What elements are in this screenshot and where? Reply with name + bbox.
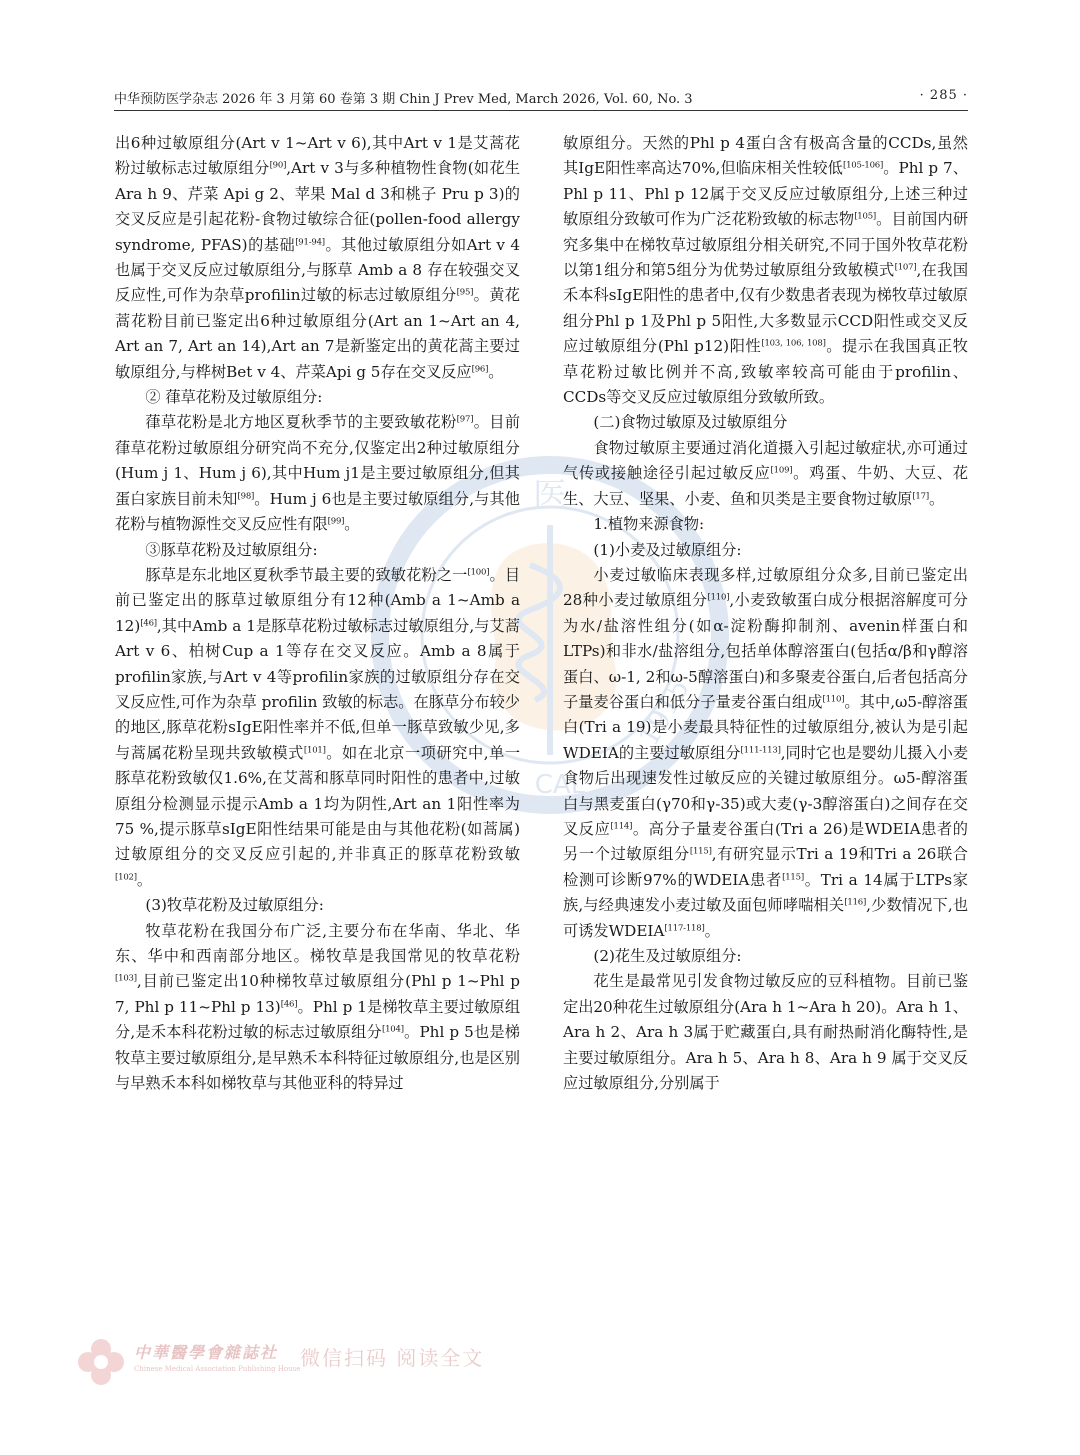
text-run: 。目前国内研究多集中在梯牧草过敏原组分相关研究,不同于国外牧草花粉以第1组分和第5组分为优势过敏原组分致敏模式 bbox=[563, 210, 969, 280]
section-heading bbox=[563, 410, 968, 435]
citation-ref: [105-106] bbox=[842, 160, 884, 171]
journal-citation: 中华预防医学杂志 2026 年 3 月第 60 卷第 3 期 Chin J Prev Med, March 2026, Vol. 60, No. 3 bbox=[114, 92, 693, 107]
seal-char: 医 bbox=[533, 476, 567, 516]
text-run: 。其中,ω5-醇溶蛋白(Tri a 19)是小麦最具特征性的过敏原组分,被认为是引起WDEIA的主要过敏原组分 bbox=[563, 692, 969, 762]
citation-ref: [111-113] bbox=[740, 745, 781, 756]
section-heading bbox=[563, 538, 968, 563]
text-run: 食物过敏原主要通过消化道摄入引起过敏症状,亦可通过气传或接触途径引起过敏反应 bbox=[563, 438, 968, 483]
text-run: (3)牧草花粉及过敏原组分: bbox=[145, 896, 324, 915]
text-run: 。目前葎草花粉过敏原组分研究尚不充分,仅鉴定出2种过敏原组分(Hum j 1、Hum j 6),其中Hum j1是主要过敏原组分,但其蛋白家族目前未知 bbox=[115, 413, 521, 508]
text-run: ,Art v 3与多种植物性食物(如花生 Ara h 9、芹菜 Api g 2、苹果 Mal d 3和桃子 Pru p 3)的交叉反应是引起花粉-食物过敏综合征(pollen-food allergy syndrome, PFAS)的基础 bbox=[115, 159, 521, 254]
text-run: ,目前已鉴定出10种梯牧草过敏原组分(Phl p 1~Phl p 7, Phl p 11~Phl p 13) bbox=[115, 972, 520, 1016]
running-header bbox=[114, 86, 968, 111]
publisher-watermark bbox=[134, 1340, 309, 1380]
citation-ref: [109] bbox=[770, 465, 793, 476]
citation-ref: [17] bbox=[912, 491, 929, 502]
text-run: (2)花生及过敏原组分: bbox=[593, 947, 742, 965]
left-column bbox=[115, 131, 520, 1096]
citation-ref: [98] bbox=[237, 491, 255, 502]
text-run: 。 bbox=[488, 362, 504, 381]
body-paragraph bbox=[115, 563, 520, 893]
citation-ref: [90] bbox=[269, 160, 287, 171]
text-run: 。Hum j 6也是主要过敏原组分,与其他花粉与植物源性交叉反应性有限 bbox=[115, 489, 520, 534]
body-paragraph bbox=[563, 969, 968, 1096]
text-run: 牧草花粉在我国分布广泛,主要分布在华南、华北、华东、华中和西南部分地区。梯牧草是我国常见的牧草花粉 bbox=[115, 921, 520, 965]
body-paragraph bbox=[563, 131, 968, 410]
text-run: (1)小麦及过敏原组分: bbox=[593, 540, 742, 559]
text-run: ,在我国禾本科sIgE阳性的患者中,仅有少数患者表现为梯牧草过敏原组分Phl p 1及Phl p 5阳性,大多数显示CCD阳性或交叉反应过敏原组分(Phl p12)阳性 bbox=[563, 261, 969, 356]
text-run: 。Phl p 1是梯牧草主要过敏原组分,是禾本科花粉过敏的标志过敏原组分 bbox=[115, 997, 521, 1042]
citation-ref: [115] bbox=[782, 872, 804, 883]
citation-ref: [115] bbox=[689, 846, 712, 857]
citation-ref: [110] bbox=[822, 694, 845, 705]
citation-ref: [99] bbox=[327, 516, 345, 527]
text-run: (二)食物过敏原及过敏原组分 bbox=[593, 413, 788, 432]
text-run: 。提示在我国真正牧草花粉过敏比例并不高,致敏率较高可能由于profilin、CCDs等交叉反应过敏原组分致敏所致。 bbox=[563, 337, 968, 407]
text-run: 。 bbox=[928, 489, 945, 508]
citation-ref: [114] bbox=[610, 821, 633, 832]
text-run: 。 bbox=[136, 870, 153, 889]
text-run: 。其他过敏原组分如Art v 4也属于交叉反应过敏原组分,与豚草 Amb a 8 存在较强交叉反应性,可作为杂草profilin过敏的标志过敏原组分 bbox=[115, 235, 520, 305]
body-paragraph bbox=[115, 131, 520, 385]
publisher-name-cn: 中華醫學會雜誌社 bbox=[134, 1343, 279, 1362]
text-run: 豚草是东北地区夏秋季节最主要的致敏花粉之一 bbox=[145, 565, 468, 584]
body-paragraph bbox=[115, 919, 520, 1097]
text-run: 出6种过敏原组分(Art v 1~Art v 6),其中Art v 1是艾蒿花粉过敏标志过敏原组分 bbox=[115, 134, 520, 178]
citation-ref: [104] bbox=[381, 1024, 404, 1035]
text-run: 。Phl p 5也是梯牧草主要过敏原组分,是早熟禾本科特征过敏原组分,也是区别与早熟禾本科如梯牧草与其他亚科的特异过 bbox=[115, 1023, 520, 1093]
citation-ref: [91-94] bbox=[295, 237, 325, 248]
citation-ref: [110] bbox=[707, 592, 730, 603]
right-column bbox=[563, 131, 968, 1096]
body-paragraph bbox=[115, 410, 520, 537]
citation-ref: [117-118] bbox=[664, 923, 705, 934]
section-heading bbox=[563, 512, 968, 537]
citation-ref: [96] bbox=[471, 364, 489, 375]
text-run: 。鸡蛋、牛奶、大豆、花生、大豆、坚果、小麦、鱼和贝类是主要食物过敏原 bbox=[563, 464, 969, 508]
text-run: ② 葎草花粉及过敏原组分: bbox=[145, 388, 323, 407]
text-run: 。Phl p 7、Phl p 11、Phl p 12属于交叉反应过敏原组分,上述三种过敏原组分致敏可作为广泛花粉致敏的标志物 bbox=[563, 159, 968, 229]
text-run: ,有研究显示Tri a 19和Tri a 26联合检测可诊断97%的WDEIA患者 bbox=[563, 845, 968, 889]
citation-ref: [95] bbox=[456, 287, 474, 298]
text-run: ,同时它也是婴幼儿摄入小麦食物后出现速发性过敏反应的关键过敏原组分。ω5-醇溶蛋白与黑麦蛋白(γ70和γ-35)或大麦(γ-3醇溶蛋白)之间存在交叉反应 bbox=[563, 743, 969, 838]
text-run: 。如在北京一项研究中,单一豚草花粉致敏仅1.6%,在艾蒿和豚草同时阳性的患者中,过敏原组分检测显示提示Amb a 1均为阴性,Art an 1阳性率为75 %,提示豚草sIgE阳性结果可能是由与其他花粉(如蒿属)过敏原组分的交叉反应引起的,并非真正的豚草花粉致敏 bbox=[115, 743, 521, 864]
text-run: 小麦过敏临床表现多样,过敏原组分众多,目前已鉴定出28种小麦过敏原组分 bbox=[563, 565, 968, 610]
citation-ref: [102] bbox=[115, 872, 137, 883]
seal-latin: CAL bbox=[534, 770, 586, 800]
text-run: 。目前已鉴定出的豚草过敏原组分有12种(Amb a 1~Amb a 12) bbox=[115, 565, 521, 635]
section-heading bbox=[115, 893, 520, 918]
text-run: 。黄花蒿花粉目前已鉴定出6种过敏原组分(Art an 1~Art an 4, Art an 7, Art an 14),Art an 7是新鉴定出的黄花蒿主要过敏原组分,与桦树Bet v 4、芹菜Api g 5存在交叉反应 bbox=[115, 286, 520, 381]
citation-ref: [105] bbox=[854, 211, 877, 222]
text-run: 。高分子量麦谷蛋白(Tri a 26)是WDEIA患者的另一个过敏原组分 bbox=[563, 819, 968, 864]
section-heading bbox=[563, 944, 968, 969]
section-heading bbox=[115, 385, 520, 410]
text-run: 。 bbox=[704, 921, 720, 940]
page-number: · 285 · bbox=[919, 88, 968, 103]
text-run: 敏原组分。天然的Phl p 4蛋白含有极高含量的CCDs,虽然其IgE阳性率高达70%,但临床相关性较低 bbox=[563, 134, 968, 178]
citation-ref: [46] bbox=[140, 618, 157, 629]
seal-year: 1915 bbox=[631, 673, 696, 752]
text-run: ,其中Amb a 1是豚草花粉过敏标志过敏原组分,与艾蒿Art v 6、柏树Cup a 1等存在交叉反应。Amb a 8属于profilin家族,与Art v 4等profilin家族的过敏原组分存在交叉反应性,可作为杂草 profilin 致敏的标志。在豚草分布较少的地区,豚草花粉sIgE阳性率并不低,但单一豚草致敏少见,多与蒿属花粉呈现共致敏模式 bbox=[115, 616, 520, 762]
publisher-flower-logo bbox=[74, 1335, 128, 1389]
text-run: 花生是最常见引发食物过敏反应的豆科植物。目前已鉴定出20种花生过敏原组分(Ara h 1~Ara h 20)。Ara h 1、Ara h 2、Ara h 3属于贮藏蛋白,具有耐热耐消化酶特性,是主要过敏原组分。Ara h 5、Ara h 8、Ara h 9 属于交叉反应过敏原组分,分别属于 bbox=[563, 972, 968, 1093]
citation-ref: [101] bbox=[303, 745, 326, 756]
citation-ref: [103] bbox=[115, 973, 137, 984]
text-run: 1.植物来源食物: bbox=[593, 515, 705, 534]
body-paragraph bbox=[563, 436, 968, 512]
text-run: ③豚草花粉及过敏原组分: bbox=[145, 540, 318, 559]
text-run: ,少数情况下,也可诱发WDEIA bbox=[563, 896, 969, 940]
text-run: 葎草花粉是北方地区夏秋季节的主要致敏花粉 bbox=[145, 413, 457, 432]
text-run: 。Tri a 14属于LTPs家族,与经典速发小麦过敏及面包师哮喘相关 bbox=[563, 870, 968, 915]
publisher-name-en: Chinese Medical Association Publishing House bbox=[134, 1365, 301, 1373]
citation-ref: [103, 106, 108] bbox=[761, 338, 826, 349]
wechat-watermark: 微信扫码 阅读全文 bbox=[300, 1346, 485, 1370]
citation-ref: [100] bbox=[467, 567, 490, 578]
section-heading bbox=[115, 538, 520, 563]
citation-ref: [116] bbox=[844, 897, 867, 908]
text-run: 。 bbox=[344, 515, 360, 534]
text-run: ,小麦致敏蛋白成分根据溶解度可分为水/盐溶性组分(如α-淀粉酶抑制剂、avenin样蛋白和LTPs)和非水/盐溶组分,包括单体醇溶蛋白(包括α/β和γ醇溶蛋白、ω-1, 2和ω-5醇溶蛋白)和多聚麦谷蛋白,后者包括高分子量麦谷蛋白和低分子量麦谷蛋白组成 bbox=[563, 591, 968, 711]
citation-ref: [97] bbox=[456, 414, 474, 425]
body-paragraph bbox=[563, 563, 968, 944]
citation-ref: [107] bbox=[894, 262, 917, 273]
citation-ref: [46] bbox=[280, 999, 298, 1010]
